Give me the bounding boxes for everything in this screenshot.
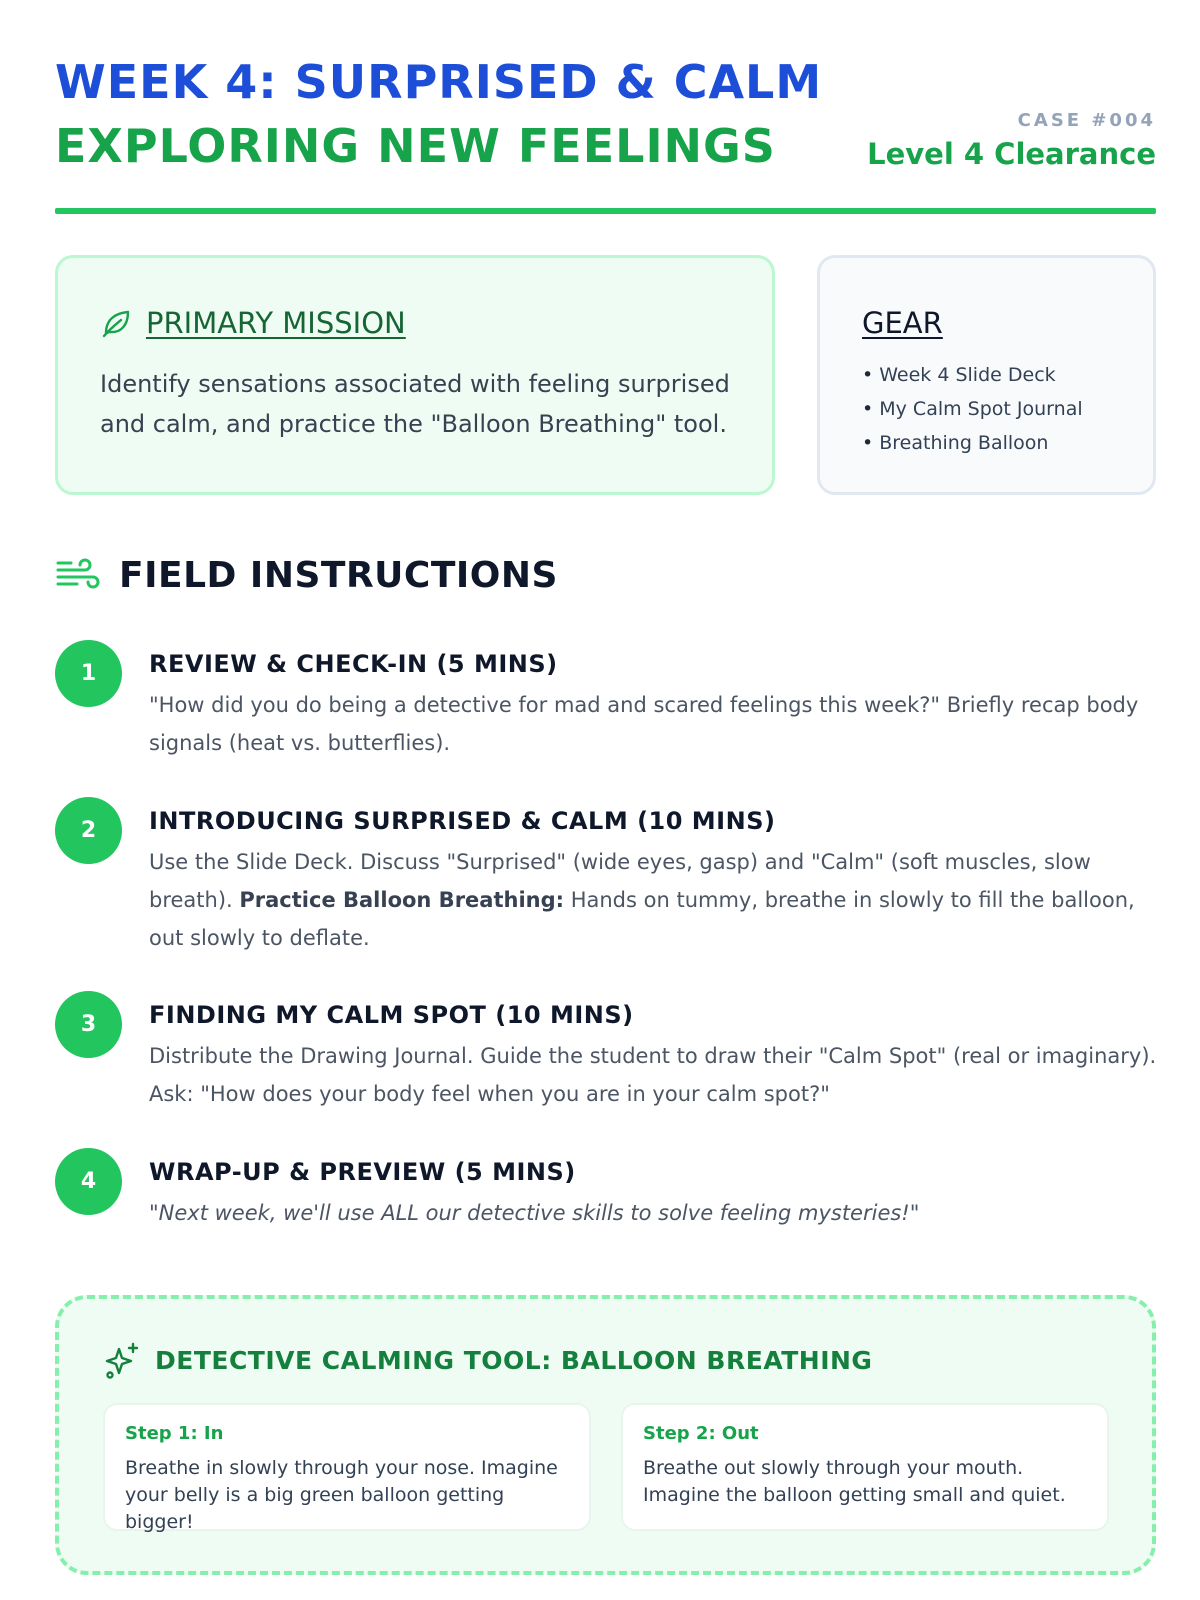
step-number-badge: 2 (55, 797, 122, 864)
instruction-step-2 (55, 797, 1156, 957)
step-title: REVIEW & CHECK-IN (5 MINS) (149, 650, 558, 678)
step-number-badge: 1 (55, 640, 122, 707)
tool-step-title: Step 1: In (125, 1423, 224, 1444)
tool-step-text: Breathe out slowly through your mouth. Imagine the balloon getting small and quiet. (643, 1457, 1066, 1506)
clearance-level: Level 4 Clearance (867, 137, 1156, 171)
gear-item: • Week 4 Slide Deck (862, 358, 1083, 392)
step-emphasis: Practice Balloon Breathing: (239, 888, 565, 912)
field-instructions-header (55, 555, 558, 596)
step-title: WRAP-UP & PREVIEW (5 MINS) (149, 1158, 576, 1186)
gear-item: • Breathing Balloon (862, 426, 1083, 460)
mission-title: PRIMARY MISSION (146, 306, 406, 340)
mission-header (100, 306, 406, 340)
tool-title: DETECTIVE CALMING TOOL: BALLOON BREATHING (155, 1345, 873, 1375)
leaf-icon (100, 307, 132, 339)
step-description: Distribute the Drawing Journal. Guide the student to draw their "Calm Spot" (real or imaginary). Ask: "How does your body feel when you are in your calm spot?" (149, 1044, 1157, 1106)
gear-list (862, 358, 1083, 460)
step-quote: "Next week, we'll use ALL our detective skills to solve feeling mysteries!" (149, 1201, 920, 1225)
step-text: Hands on tummy, breathe in slowly to fill the balloon, out slowly to deflate. (149, 888, 1135, 950)
page-header (55, 55, 1156, 215)
sparkle-icon (103, 1341, 141, 1379)
step-number-badge: 3 (55, 991, 122, 1058)
step-title: INTRODUCING SURPRISED & CALM (10 MINS) (149, 807, 776, 835)
case-number: CASE #004 (1017, 110, 1156, 131)
step-text: Use the Slide Deck. Discuss "Surprised" (wide eyes, gasp) and "Calm" (soft muscles, slow breath). (149, 850, 1091, 912)
step-number-badge: 4 (55, 1148, 122, 1215)
wind-icon (55, 556, 101, 596)
page-subtitle: EXPLORING NEW FEELINGS (55, 119, 776, 173)
primary-mission-card (55, 255, 775, 495)
step-description (149, 1194, 1159, 1232)
page-title: WEEK 4: SURPRISED & CALM (55, 55, 823, 109)
tool-step-title: Step 2: Out (643, 1423, 759, 1444)
gear-item: • My Calm Spot Journal (862, 392, 1083, 426)
header-divider (55, 208, 1156, 214)
tool-step-in (103, 1403, 591, 1531)
step-title: FINDING MY CALM SPOT (10 MINS) (149, 1001, 634, 1029)
gear-title: GEAR (862, 306, 943, 340)
gear-card (817, 255, 1156, 495)
section-title: FIELD INSTRUCTIONS (119, 555, 558, 596)
instruction-step-1 (55, 640, 1156, 760)
mission-description: Identify sensations associated with feeling surprised and calm, and practice the "Balloon Breathing" tool. (100, 370, 730, 438)
step-description: "How did you do being a detective for mad and scared feelings this week?" Briefly recap body signals (heat vs. butterflies). (149, 693, 1139, 755)
tool-step-text: Breathe in slowly through your nose. Imagine your belly is a big green balloon getting bigger! (125, 1457, 558, 1533)
instruction-step-4 (55, 1148, 1156, 1238)
step-description (149, 843, 1159, 957)
instruction-step-3 (55, 991, 1156, 1111)
tool-step-out (621, 1403, 1109, 1531)
tool-header (103, 1341, 872, 1379)
calming-tool-card (55, 1295, 1156, 1575)
